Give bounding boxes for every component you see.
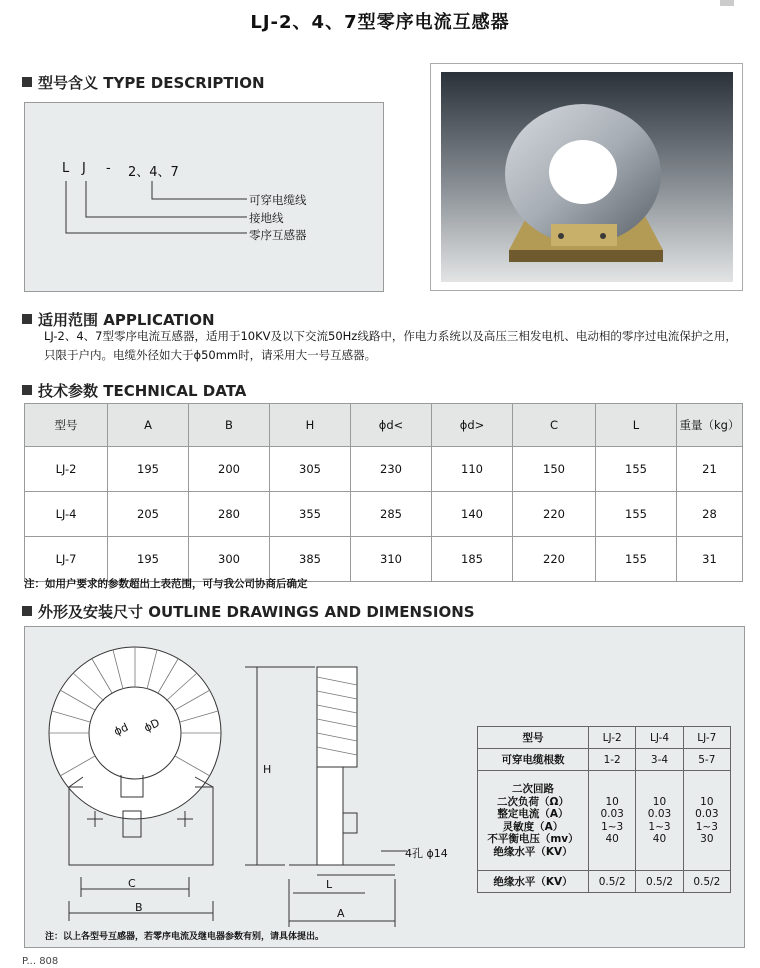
table-cell: 110	[432, 447, 513, 492]
th-weight: 重量（kg）	[677, 404, 743, 447]
table-cell: 205	[108, 492, 189, 537]
table-cell: 1~3	[601, 820, 624, 833]
table-cell: 5-7	[683, 749, 730, 771]
table-row	[25, 537, 743, 582]
table-cell: 0.5/2	[636, 871, 683, 893]
table-cell: 185	[432, 537, 513, 582]
spec-th-lj2: LJ-2	[589, 727, 636, 749]
table-cell: 0.5/2	[683, 871, 730, 893]
table-cell: 10	[605, 795, 619, 808]
table-cell: 1-2	[589, 749, 636, 771]
type-section-heading: 型号含义 TYPE DESCRIPTION	[22, 72, 265, 93]
table-cell: 285	[351, 492, 432, 537]
table-cell: 220	[513, 492, 596, 537]
label-C: C	[128, 877, 136, 890]
label-B: B	[135, 901, 143, 914]
bullet-square-icon	[22, 77, 32, 87]
spec-header-row	[478, 727, 731, 749]
code-char-numbers: 2、4、7	[128, 165, 179, 180]
table-cell: 10	[652, 795, 667, 808]
table-cell: 40	[652, 833, 667, 845]
th-C: C	[513, 404, 596, 447]
table-cell: 1~3	[648, 820, 671, 833]
type-description-box	[24, 102, 384, 292]
th-A: A	[108, 404, 189, 447]
table-cell: 0.03	[647, 808, 672, 820]
table-cell: 0.03	[600, 808, 624, 820]
th-L: L	[596, 404, 677, 447]
table-cell: LJ-4	[25, 492, 108, 537]
spec-label-block	[478, 771, 589, 871]
table-row	[25, 447, 743, 492]
table-cell: 155	[596, 537, 677, 582]
table-cell: 40	[605, 833, 619, 845]
table-cell: LJ-7	[25, 537, 108, 582]
table-cell: 3-4	[636, 749, 683, 771]
th-B: B	[189, 404, 270, 447]
bullet-square-icon	[22, 606, 32, 616]
table-cell: 220	[513, 537, 596, 582]
code-char-J: J	[82, 161, 86, 176]
spec-label-line: 整定电流（A）	[497, 808, 569, 820]
spec-values-lj2	[589, 771, 636, 871]
meaning-cable: 可穿电缆线	[249, 193, 307, 207]
product-photo	[431, 64, 742, 290]
table-row	[478, 871, 731, 893]
tech-note: 注：如用户要求的参数超出上表范围，可与我公司协商后确定	[24, 578, 308, 590]
spec-table	[477, 726, 731, 893]
outline-note: 注：以上各型号互感器，若零序电流及继电器参数有别，请具体提出。	[45, 932, 325, 942]
outline-drawing	[25, 627, 470, 947]
application-text: LJ-2、4、7型零序电流互感器，适用于10KV及以下交流50Hz线路中，作电力系统以及高压三相发电机、电动相的零序过电流保护之用，只限于户内。电缆外径如大于ϕ50mm时，请采用大一号互感器。	[44, 329, 737, 362]
table-cell: 28	[677, 492, 743, 537]
table-cell: 355	[270, 492, 351, 537]
tech-heading: 技术参数 TECHNICAL DATA	[22, 380, 246, 401]
code-char-L: L	[62, 161, 70, 176]
table-cell: 195	[108, 537, 189, 582]
spec-label-line: 二次回路	[512, 783, 554, 795]
table-cell: 140	[432, 492, 513, 537]
table-cell: 155	[596, 492, 677, 537]
spec-label-insulation: 绝缘水平（KV）	[478, 871, 589, 893]
table-cell: 385	[270, 537, 351, 582]
label-phi-d: ϕd	[111, 720, 131, 739]
table-cell: 195	[108, 447, 189, 492]
outline-box	[24, 626, 745, 948]
corner-mark	[720, 0, 734, 6]
table-cell: 1~3	[695, 820, 718, 833]
th-phi-d-lt: ϕd<	[351, 404, 432, 447]
label-L: L	[326, 878, 333, 891]
outline-heading: 外形及安装尺寸 OUTLINE DRAWINGS AND DIMENSIONS	[22, 601, 475, 622]
tech-table-header	[25, 404, 743, 447]
label-A: A	[337, 907, 345, 920]
page-number: P... 808	[22, 956, 59, 967]
table-cell: 10	[700, 795, 714, 808]
table-cell: 280	[189, 492, 270, 537]
label-H: H	[263, 763, 272, 776]
label-holes: 4孔 ϕ14	[405, 847, 448, 860]
spec-label-line: 不平衡电压（mv）	[487, 833, 579, 845]
spec-label-line: 灵敏度（A）	[502, 820, 564, 833]
label-phi-D: ϕD	[141, 716, 162, 735]
table-cell: 150	[513, 447, 596, 492]
table-cell: 200	[189, 447, 270, 492]
table-cell: 30	[700, 833, 714, 845]
meaning-ground: 接地线	[249, 211, 284, 225]
table-cell: 31	[677, 537, 743, 582]
table-row	[25, 492, 743, 537]
page-title: LJ-2、4、7型零序电流互感器	[250, 12, 510, 33]
table-cell: 155	[596, 447, 677, 492]
th-H: H	[270, 404, 351, 447]
bullet-square-icon	[22, 314, 32, 324]
th-model: 型号	[25, 404, 108, 447]
spec-values-lj7	[683, 771, 730, 871]
table-cell: 21	[677, 447, 743, 492]
table-cell: 305	[270, 447, 351, 492]
spec-label-line: 绝缘水平（KV）	[493, 845, 573, 858]
spec-label-cables: 可穿电缆根数	[478, 749, 589, 771]
spec-th-model: 型号	[478, 727, 589, 749]
bullet-square-icon	[22, 385, 32, 395]
table-cell: LJ-2	[25, 447, 108, 492]
table-row	[478, 771, 731, 871]
table-cell: 300	[189, 537, 270, 582]
spec-label-line: 二次负荷（Ω）	[497, 795, 569, 808]
spec-values-lj4	[636, 771, 683, 871]
table-row	[478, 749, 731, 771]
meaning-zero-sequence: 零序互感器	[249, 228, 307, 242]
th-phi-d-gt: ϕd>	[432, 404, 513, 447]
table-cell: 230	[351, 447, 432, 492]
product-photo-frame	[430, 63, 743, 291]
code-char-dash: -	[106, 161, 111, 176]
table-cell: 0.5/2	[589, 871, 636, 893]
spec-th-lj7: LJ-7	[683, 727, 730, 749]
tech-table	[24, 403, 743, 582]
application-heading: 适用范围 APPLICATION	[22, 309, 215, 330]
type-leader-lines	[25, 103, 383, 291]
table-cell: 310	[351, 537, 432, 582]
spec-th-lj4: LJ-4	[636, 727, 683, 749]
table-cell: 0.03	[695, 808, 719, 820]
